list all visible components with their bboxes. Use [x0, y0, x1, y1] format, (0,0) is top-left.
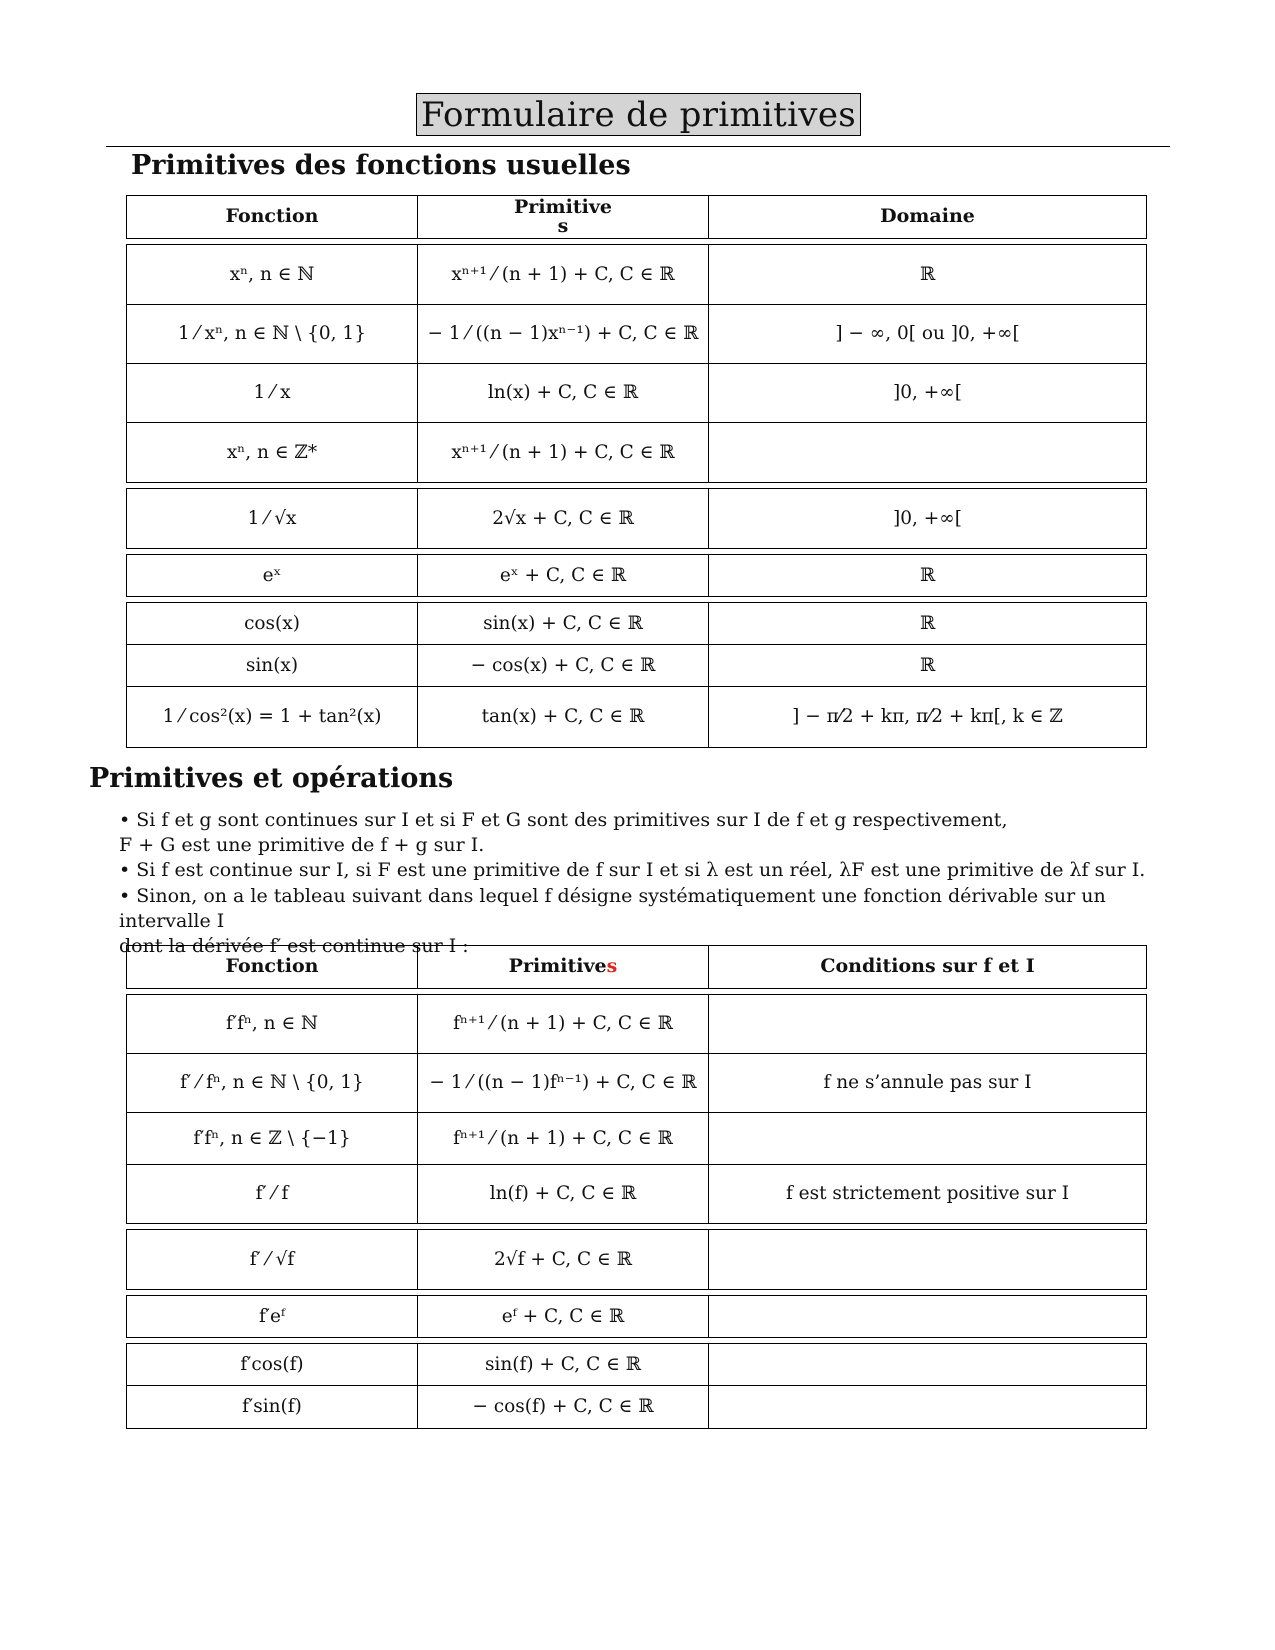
- table-group: [126, 554, 1147, 597]
- cell-primitive: 2√x + C, C ∈ ℝ: [418, 489, 709, 548]
- table-group: [126, 994, 1147, 1224]
- cell-condition: [709, 1344, 1146, 1385]
- paragraph-line: • Si f et g sont continues sur I et si F et G sont des primitives sur I de f et g respectivement,: [119, 809, 1008, 831]
- cell-function: 1 ⁄ cos²(x) = 1 + tan²(x): [127, 687, 418, 747]
- cell-function: f′eᶠ: [127, 1296, 418, 1337]
- table-group: [126, 1229, 1147, 1290]
- table-header: [126, 945, 1147, 989]
- table-row: [127, 423, 1146, 482]
- cell-condition: f ne s’annule pas sur I: [823, 1072, 1032, 1094]
- table-group: [126, 488, 1147, 549]
- cell-primitive: sin(f) + C, C ∈ ℝ: [418, 1344, 709, 1385]
- table-row: [127, 1386, 1146, 1428]
- cell-condition: [709, 1296, 1146, 1337]
- cell-condition: [709, 995, 1146, 1053]
- cell-primitive: eˣ + C, C ∈ ℝ: [418, 555, 709, 596]
- cell-condition: [709, 1113, 1146, 1164]
- paragraph-line: F + G est une primitive de f + g sur I.: [119, 834, 485, 857]
- table-row: [127, 1344, 1146, 1386]
- cell-primitive: tan(x) + C, C ∈ ℝ: [418, 687, 709, 747]
- table-row: [127, 1165, 1146, 1223]
- table-group: [126, 244, 1147, 483]
- table-group: [126, 1295, 1147, 1338]
- header-primitive-suffix: s: [557, 215, 569, 237]
- cell-domain: ]0, +∞[: [893, 382, 962, 404]
- section-heading-operations: Primitives et opérations: [89, 763, 454, 794]
- cell-condition: [709, 1230, 1146, 1289]
- table-row: [127, 1296, 1146, 1337]
- table-header: [126, 195, 1147, 239]
- table-row: [127, 364, 1146, 423]
- paragraph-line: dont la dérivée f′ est continue sur I :: [119, 935, 469, 958]
- cell-function: f′ ⁄ f: [127, 1165, 418, 1223]
- header-primitive: [418, 946, 709, 988]
- table-usual-primitives: [126, 195, 1147, 748]
- cell-condition: [709, 1386, 1146, 1428]
- cell-function: f′ ⁄ √f: [127, 1230, 418, 1289]
- cell-function: f′cos(f): [127, 1344, 418, 1385]
- table-row: [127, 305, 1146, 364]
- header-conditions: Conditions sur f et I: [820, 955, 1035, 978]
- table-row: [127, 1230, 1146, 1289]
- cell-primitive: eᶠ + C, C ∈ ℝ: [418, 1296, 709, 1337]
- header-primitive-suffix: s: [606, 955, 618, 978]
- cell-domain: ] − ∞, 0[ ou ]0, +∞[: [835, 323, 1020, 345]
- cell-function: sin(x): [127, 645, 418, 686]
- cell-function: f′fⁿ, n ∈ ℤ \ {−1}: [127, 1113, 418, 1164]
- table-group: [126, 602, 1147, 748]
- header-fonction: Fonction: [127, 946, 418, 988]
- cell-domain: ℝ: [919, 654, 936, 676]
- cell-primitive: ln(x) + C, C ∈ ℝ: [418, 364, 709, 422]
- cell-function: xⁿ, n ∈ ℤ*: [127, 423, 418, 482]
- cell-primitive: fⁿ⁺¹ ⁄ (n + 1) + C, C ∈ ℝ: [418, 995, 709, 1053]
- cell-domain: ℝ: [919, 564, 936, 586]
- cell-function: xⁿ, n ∈ ℕ: [127, 245, 418, 304]
- table-row: [127, 687, 1146, 747]
- paragraph-line: • Sinon, on a le tableau suivant dans lequel f désigne systématiquement une fonction dérivable sur un intervalle I: [119, 884, 1106, 932]
- table-row: [127, 1113, 1146, 1165]
- table-row: [127, 995, 1146, 1054]
- header-primitive: [418, 196, 709, 238]
- cell-function: f′sin(f): [127, 1386, 418, 1428]
- title-rule: [106, 146, 1170, 147]
- header-domaine: Domaine: [880, 205, 975, 228]
- table-row: [127, 1054, 1146, 1113]
- section-heading-usual: Primitives des fonctions usuelles: [131, 150, 631, 181]
- header-primitive-text: Primitive: [508, 955, 607, 978]
- cell-primitive: ln(f) + C, C ∈ ℝ: [418, 1165, 709, 1223]
- cell-function: 1 ⁄ √x: [127, 489, 418, 548]
- cell-primitive: sin(x) + C, C ∈ ℝ: [418, 603, 709, 644]
- table-row: [127, 645, 1146, 687]
- cell-primitive: − cos(x) + C, C ∈ ℝ: [418, 645, 709, 686]
- table-row: [127, 603, 1146, 645]
- page-title: Formulaire de primitives: [416, 93, 861, 136]
- cell-primitive: − 1 ⁄ ((n − 1)xⁿ⁻¹) + C, C ∈ ℝ: [418, 305, 709, 363]
- paragraph-line: • Si f est continue sur I, si F est une primitive de f sur I et si λ est un réel, λF est une primitive de λf sur I.: [119, 859, 1146, 882]
- header-primitive-text: Primitive: [514, 196, 612, 218]
- table-row: [127, 245, 1146, 305]
- cell-domain: ] − π⁄2 + kπ, π⁄2 + kπ[, k ∈ ℤ: [792, 706, 1063, 728]
- cell-primitive: fⁿ⁺¹ ⁄ (n + 1) + C, C ∈ ℝ: [418, 1113, 709, 1164]
- cell-primitive: xⁿ⁺¹ ⁄ (n + 1) + C, C ∈ ℝ: [418, 423, 709, 482]
- cell-primitive: 2√f + C, C ∈ ℝ: [418, 1230, 709, 1289]
- cell-function: f′ ⁄ fⁿ, n ∈ ℕ \ {0, 1}: [127, 1054, 418, 1112]
- table-operations-primitives: [126, 945, 1147, 1429]
- cell-function: 1 ⁄ xⁿ, n ∈ ℕ \ {0, 1}: [127, 305, 418, 363]
- operations-text: [119, 808, 1159, 959]
- cell-domain: [709, 423, 1146, 482]
- cell-function: f′fⁿ, n ∈ ℕ: [127, 995, 418, 1053]
- cell-function: 1 ⁄ x: [127, 364, 418, 422]
- table-row: [127, 489, 1146, 548]
- cell-function: eˣ: [127, 555, 418, 596]
- cell-condition: f est strictement positive sur I: [785, 1183, 1070, 1205]
- cell-domain: ℝ: [919, 612, 936, 634]
- cell-primitive: − cos(f) + C, C ∈ ℝ: [418, 1386, 709, 1428]
- cell-primitive: − 1 ⁄ ((n − 1)fⁿ⁻¹) + C, C ∈ ℝ: [418, 1054, 709, 1112]
- table-group: [126, 1343, 1147, 1429]
- table-row: [127, 555, 1146, 596]
- cell-domain: ℝ: [919, 263, 936, 285]
- header-fonction: Fonction: [127, 196, 418, 238]
- cell-primitive: xⁿ⁺¹ ⁄ (n + 1) + C, C ∈ ℝ: [418, 245, 709, 304]
- cell-function: cos(x): [127, 603, 418, 644]
- cell-domain: ]0, +∞[: [893, 507, 962, 529]
